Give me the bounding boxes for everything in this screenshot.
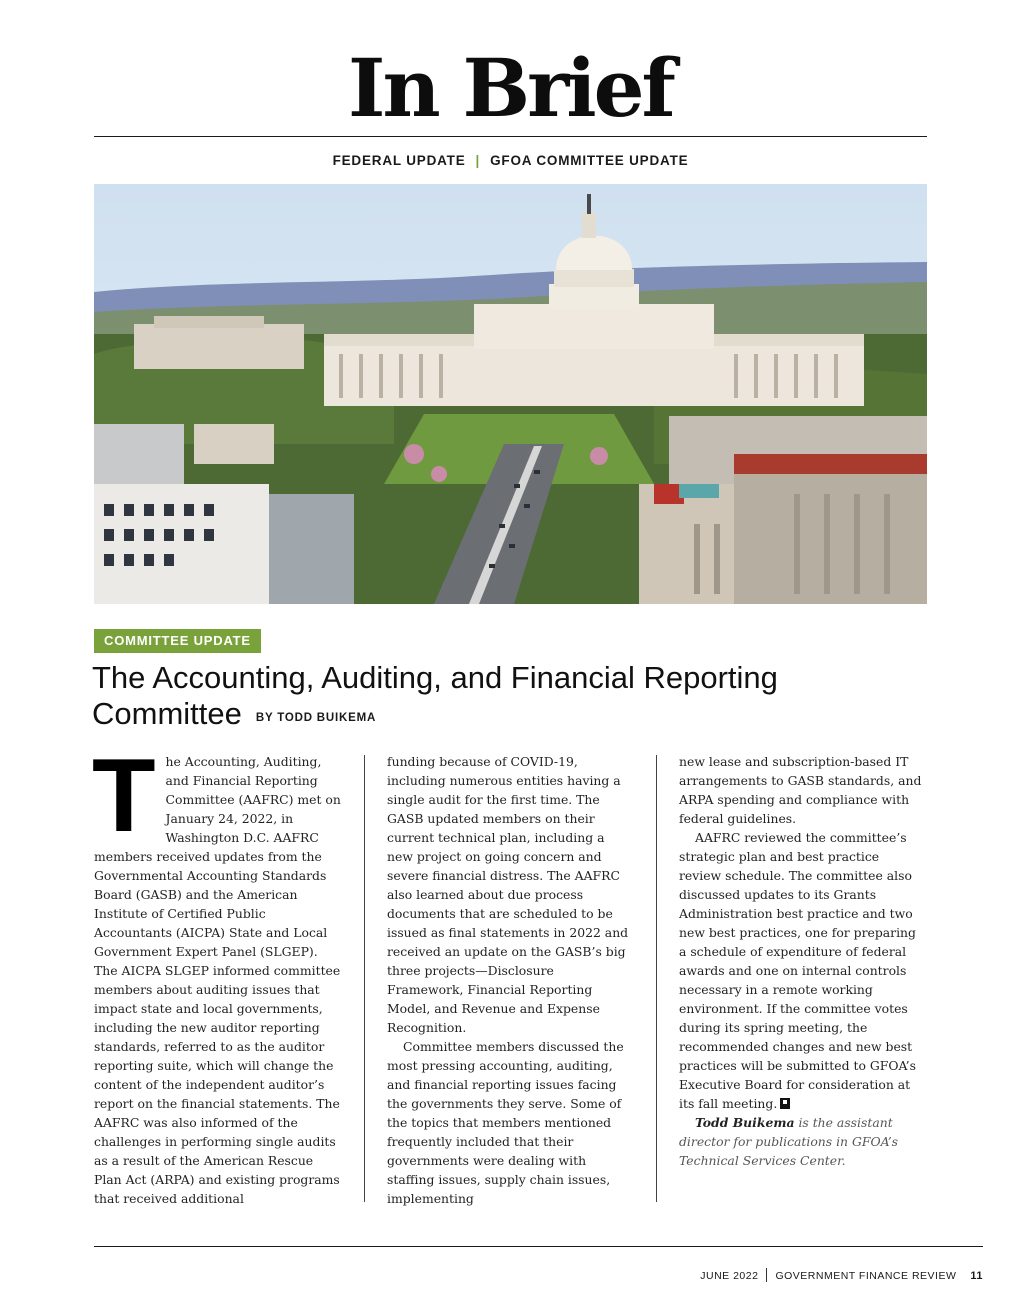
headline-line-2: Committee [92,696,242,731]
drop-cap: T [92,738,156,854]
page-title: In Brief [348,41,673,135]
top-divider [94,136,927,137]
section-separator: | [475,153,481,168]
paragraph-text: AAFRC reviewed the committee’s strategic plan and best practice review schedule. The committee also discussed updates to its Grants Administration best practice and two new best practices, one for preparing a schedule of expenditure of federal awards and one on internal controls necessary in a remote working environment. If the committee votes during its spring meeting, the recommended changes and new best practices will be submitted to GFOA’s Executive Board for consideration at its fall meeting. [679,830,916,1111]
article-column-1 [92,738,344,1208]
issue-date: JUNE 2022 [700,1270,759,1282]
footer-separator [766,1268,767,1282]
publication-name: GOVERNMENT FINANCE REVIEW [775,1270,957,1282]
paragraph: he Accounting, Auditing, and Financial Reporting Committee (AAFRC) met on January 24, 2022, in Washington D.C. AAFRC members received updates from the Governmental Accounting Standards Board (GASB) and the American Institute of Certified Public Accountants (AICPA) State and Local Government Expert Panel (SLGEP). The AICPA SLGEP informed committee members about auditing issues that impact state and local governments, including the new auditor reporting standards, referred to as the auditor reporting suite, which will change the content of the independent auditor’s report on the financial statements. The AAFRC was also informed of the challenges in performing single audits as a result of the American Rescue Plan Act (ARPA) and existing programs that received additional [94,754,341,1206]
bottom-divider [94,1246,983,1247]
capitol-hero-photo [94,184,927,604]
column-divider [656,755,657,1202]
column-divider [364,755,365,1202]
article-column-2 [387,752,633,1208]
section-gfoa-committee-update: GFOA COMMITTEE UPDATE [490,153,689,168]
section-labels [94,152,927,170]
paragraph-final [679,828,925,1113]
paragraph: Committee members discussed the most pressing accounting, auditing, and financial reporting issues facing the governments they serve. Some of the topics that members mentioned frequently included that their governments were dealing with staffing issues, supply chain issues, implementing [387,1039,624,1206]
paragraph: new lease and subscription-based IT arrangements to GASB standards, and ARPA spending and compliance with federal guidelines. [679,754,922,826]
headline-line-1: The Accounting, Auditing, and Financial Reporting [92,660,778,695]
author-bio-text: is the assistant director for publications in GFOA’s Technical Services Center. [679,1115,899,1168]
page-number: 11 [970,1270,983,1282]
author-bio [679,1113,925,1170]
section-federal-update: FEDERAL UPDATE [332,153,466,168]
page-footer [94,1268,983,1284]
article-headline [92,660,912,736]
paragraph: funding because of COVID-19, including numerous entities having a single audit for the first time. The GASB updated members on their current technical plan, including a new project on going concern and severe financial distress. The AAFRC also learned about due process documents that are scheduled to be issued as final statements in 2022 and received an update on the GASB’s big three projects—Disclosure Framework, Financial Reporting Model, and Revenue and Expense Recognition. [387,754,629,1035]
article-column-3 [679,752,925,1170]
committee-update-tag: COMMITTEE UPDATE [94,629,261,653]
end-of-article-icon [780,1098,790,1109]
byline: BY TODD BUIKEMA [255,712,377,724]
author-name: Todd Buikema [695,1115,795,1130]
